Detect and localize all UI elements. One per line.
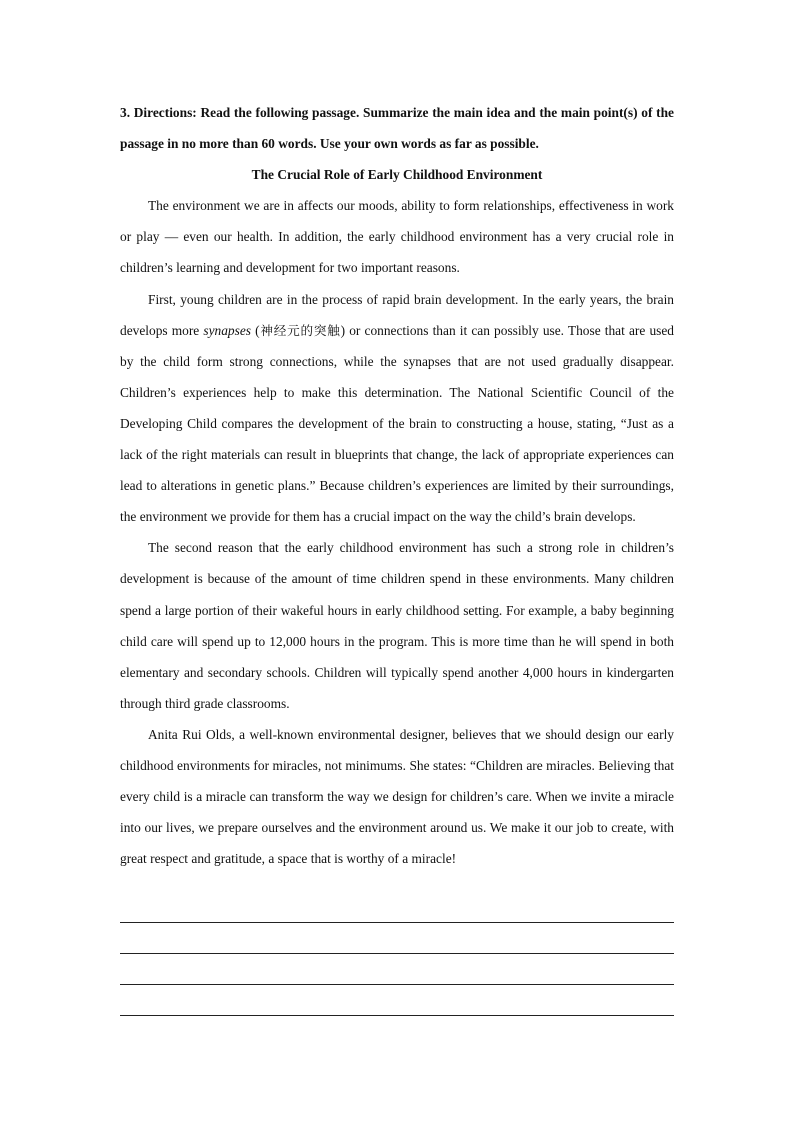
passage-paragraph-3: The second reason that the early childhood environment has such a strong role in children’s development is because of the amount of time children spend in these environments. Many children spend a large portion of their wakeful hours in early childhood setting. For example, a baby beginning child care will spend up to 12,000 hours in the program. This is more time than he will spend in both elementary and secondary schools. Children will typically spend another 4,000 hours in kindergarten through third grade classrooms.	[120, 540, 674, 711]
worksheet-page	[120, 97, 674, 1016]
gloss-close: )	[340, 322, 350, 338]
gloss-open: (	[250, 322, 260, 338]
answer-line[interactable]	[120, 924, 674, 954]
answer-area[interactable]	[120, 893, 674, 1016]
paragraph-2-text-before: First, young children are in the process of rapid brain development. In the early years, the brain develops more	[120, 291, 674, 338]
paragraph-2-text-after: or connections than it can possibly use. Those that are used by the child form strong connections, while the synapses that are not used gradually disappear. Children’s experiences help to make this determination. The National Scientific Council of the Developing Child compares the development of the brain to constructing a house, stating, “Just as a lack of the right materials can result in blueprints that change, the lack of appropriate experiences can lead to alterations in genetic plans.” Because children’s experiences are limited by their surroundings, the environment we provide for them has a crucial impact on the way the child’s brain develops.	[120, 322, 675, 525]
passage-paragraph-1: The environment we are in affects our moods, ability to form relationships, effectiveness in work or play — even our health. In addition, the early childhood environment has a very crucial role in children’s learning and development for two important reasons.	[120, 198, 674, 276]
chinese-gloss: 神经元的突触	[259, 322, 341, 338]
passage-title: The Crucial Role of Early Childhood Environment	[251, 167, 543, 183]
answer-line[interactable]	[120, 986, 674, 1016]
answer-line[interactable]	[120, 955, 674, 985]
term-synapses: synapses	[203, 322, 251, 338]
question-directions: 3. Directions: Read the following passage. Summarize the main idea and the main point(s) of the passage in no more than 60 words. Use your own words as far as possible.	[120, 105, 674, 152]
answer-line[interactable]	[120, 893, 674, 923]
passage-paragraph-2	[120, 284, 674, 533]
passage-paragraph-4: Anita Rui Olds, a well-known environmental designer, believes that we should design our early childhood environments for miracles, not minimums. She states: “Children are miracles. Believing that every child is a miracle can transform the way we design for children’s care. When we invite a miracle into our lives, we prepare ourselves and the environment around us. We make it our job to create, with great respect and gratitude, a space that is worthy of a miracle!	[120, 726, 674, 867]
